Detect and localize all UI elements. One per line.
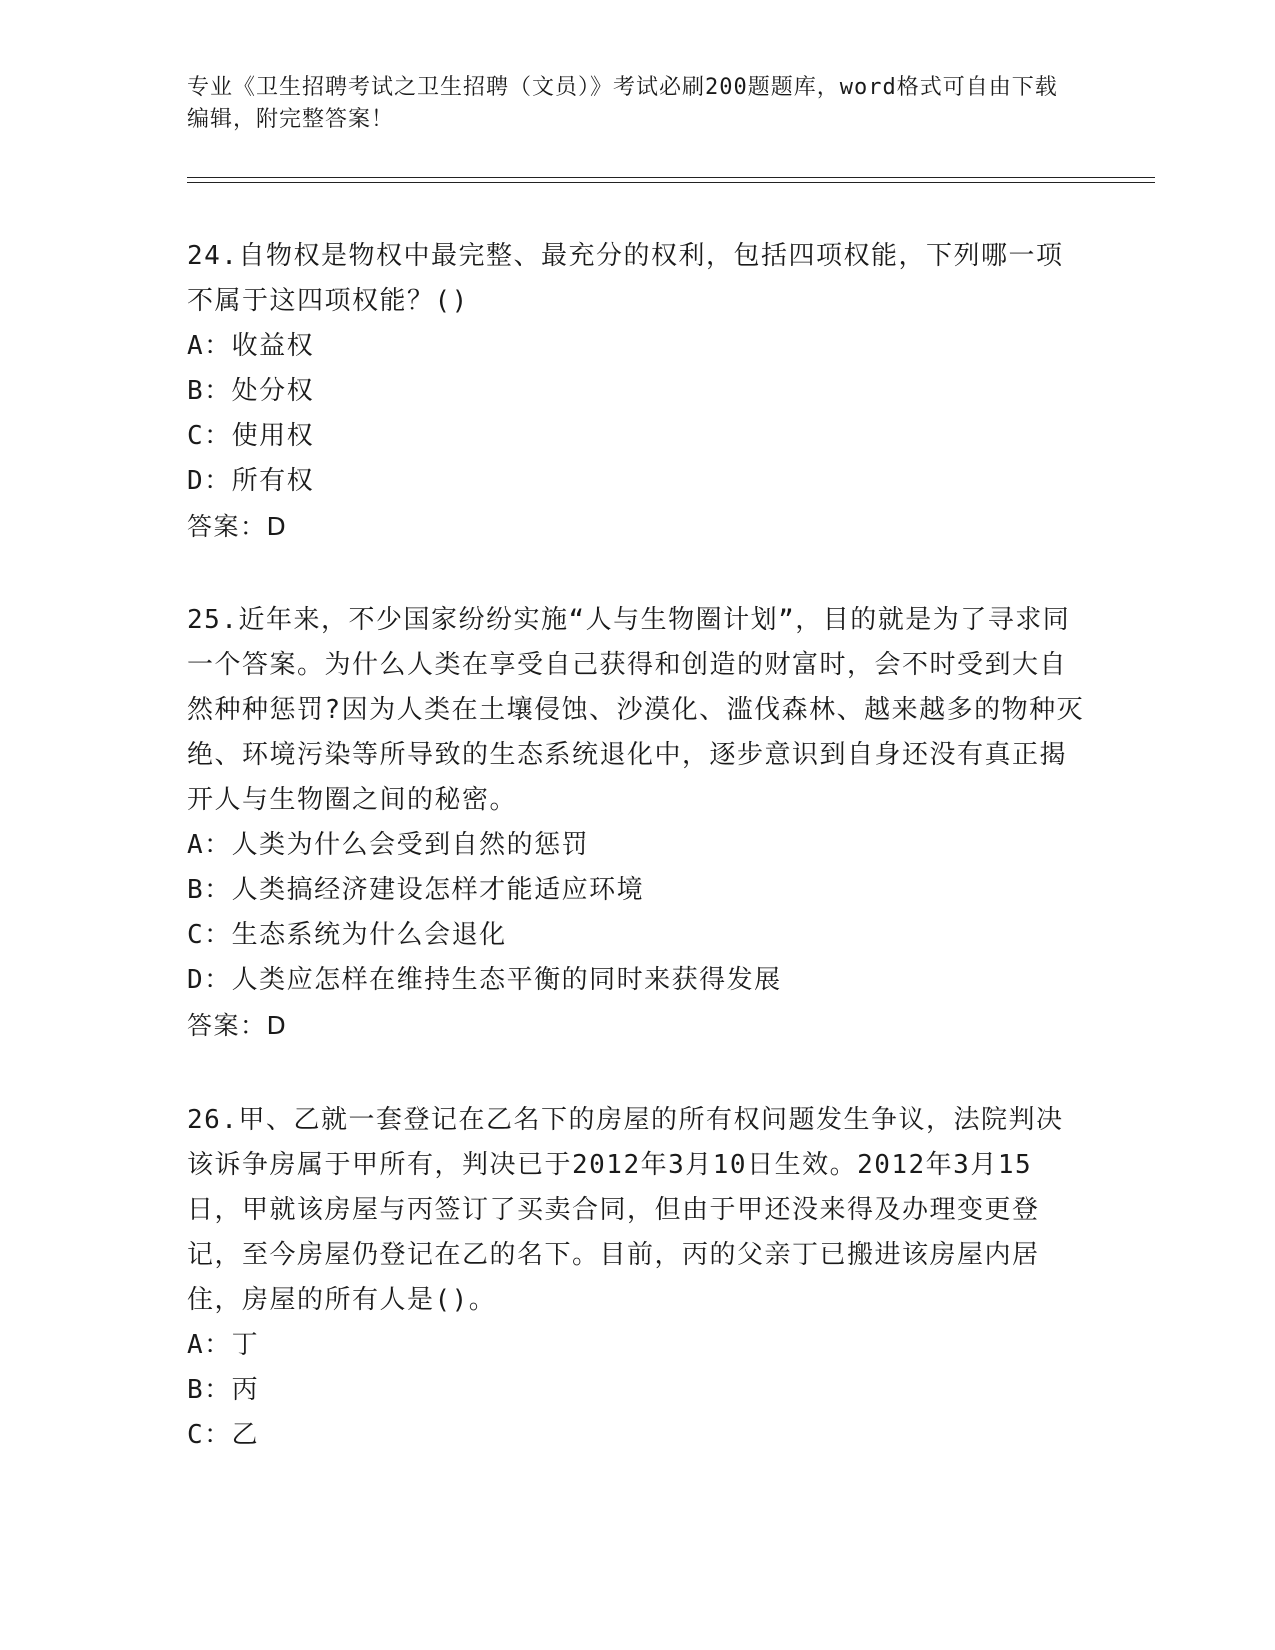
option-d: D：人类应怎样在维持生态平衡的同时来获得发展 [187,965,782,995]
question-25 [187,598,1087,1048]
option-a: A：丁 [187,1330,260,1360]
header-divider-bottom [187,182,1155,183]
answer-line: 答案：D [187,512,288,541]
option-c: C：生态系统为什么会退化 [187,920,507,950]
question-24 [187,234,1087,549]
answer-line: 答案：D [187,1011,288,1040]
option-c: C：使用权 [187,421,315,451]
question-stem: 24.自物权是物权中最完整、最充分的权利，包括四项权能，下列哪一项不属于这四项权能？() [187,241,1064,316]
header-divider-top [187,177,1155,178]
option-a: A：人类为什么会受到自然的惩罚 [187,830,590,860]
option-b: B：丙 [187,1375,260,1405]
question-stem: 26.甲、乙就一套登记在乙名下的房屋的所有权问题发生争议，法院判决该诉争房属于甲所有，判决已于2012年3月10日生效。2012年3月15日，甲就该房屋与丙签订了买卖合同，但由于甲还没来得及办理变更登记，至今房屋仍登记在乙的名下。目前，丙的父亲丁已搬进该房屋内居住，房屋的所有人是()。 [187,1105,1064,1315]
option-b: B：人类搞经济建设怎样才能适应环境 [187,875,645,905]
option-a: A：收益权 [187,331,315,361]
option-b: B：处分权 [187,376,315,406]
option-d: D：所有权 [187,466,315,496]
option-c: C：乙 [187,1420,260,1450]
question-26 [187,1098,1087,1458]
document-header: 专业《卫生招聘考试之卫生招聘（文员）》考试必刷200题题库，word格式可自由下载编辑，附完整答案！ [187,75,1058,132]
question-stem: 25.近年来，不少国家纷纷实施“人与生物圈计划”，目的就是为了寻求同一个答案。为什么人类在享受自己获得和创造的财富时，会不时受到大自然种种惩罚?因为人类在土壤侵蚀、沙漠化、滥伐森林、越来越多的物种灭绝、环境污染等所导致的生态系统退化中，逐步意识到自身还没有真正揭开人与生物圈之间的秘密。 [187,605,1085,815]
